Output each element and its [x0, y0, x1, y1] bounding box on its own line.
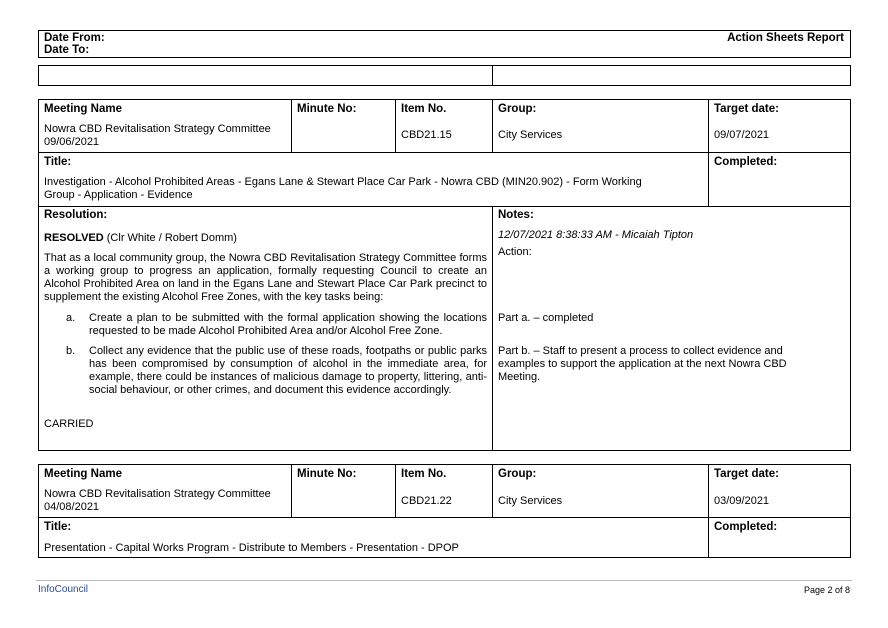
footer-divider — [36, 580, 852, 581]
item-b-text: Collect any evidence that the public use of these roads, footpaths or public parks has been compromised by consumption of alcohol in the immediate area, for example, there could be instances of malicious damage to property, littering, anti-social behaviour, or other crimes, and document this evidence accordingly. — [89, 345, 487, 396]
date-to-label: Date To: — [44, 44, 90, 56]
record-2-divider-1 — [38, 517, 851, 518]
meeting-name-value-2: Nowra CBD Revitalisation Strategy Committee — [44, 488, 271, 500]
notes-part-b: Part b. – Staff to present a process to collect evidence and examples to support the application at the next Nowra CBD Meeting. — [498, 345, 787, 383]
meeting-date-value-2: 04/08/2021 — [44, 501, 100, 513]
record-2-col-sep-3 — [492, 464, 493, 517]
completed-header: Completed: — [714, 156, 778, 168]
resolution-intro: That as a local community group, the Nowra CBD Revitalisation Strategy Committee forms a working group to progress an application, formally requesting Council to create an Alcohol Prohibited Area on land in the Egans Lane and Stewart Place Car Park precinct to supplement the existing Alcohol Free Zones, with the key tasks being: — [44, 252, 487, 303]
record-2-title-sep — [708, 517, 709, 558]
footer-page-number: Page 2 of 8 — [803, 585, 850, 595]
notes-header: Notes: — [498, 209, 534, 221]
resolution-header: Resolution: — [44, 209, 108, 221]
title-value-2: Presentation - Capital Works Program - Distribute to Members - Presentation - DPOP — [44, 542, 459, 554]
record-2-col-sep-1 — [291, 464, 292, 517]
report-title: Action Sheets Report — [727, 32, 844, 44]
meeting-date-value: 09/06/2021 — [44, 136, 100, 148]
item-b-letter: b. — [66, 345, 76, 357]
meeting-name-header-2: Meeting Name — [44, 468, 122, 480]
record-1-divider-1 — [38, 152, 851, 153]
filter-box — [38, 65, 851, 86]
notes-timestamp: 12/07/2021 8:38:33 AM - Micaiah Tipton — [498, 229, 694, 241]
record-1-title-sep — [708, 152, 709, 206]
resolved-line — [44, 232, 237, 245]
record-1-col-sep-4 — [708, 99, 709, 152]
minute-no-header: Minute No: — [297, 103, 357, 115]
minute-no-header-2: Minute No: — [297, 468, 357, 480]
record-1-col-sep-1 — [291, 99, 292, 152]
date-from-label: Date From: — [44, 32, 105, 44]
record-2-col-sep-4 — [708, 464, 709, 517]
title-line-1: Investigation - Alcohol Prohibited Areas - Egans Lane & Stewart Place Car Park - Nowra CBD (MIN20.902) - Form Working — [44, 176, 642, 188]
report-header-box — [38, 30, 851, 58]
resolution-outcome: CARRIED — [44, 418, 94, 430]
title-line-2: Group - Application - Evidence — [44, 189, 193, 201]
resolved-label: RESOLVED — [44, 232, 104, 244]
meeting-name-value: Nowra CBD Revitalisation Strategy Committee — [44, 123, 271, 135]
completed-header-2: Completed: — [714, 521, 778, 533]
footer-brand: InfoCouncil — [38, 584, 89, 595]
target-date-value-2: 03/09/2021 — [714, 495, 770, 507]
group-value-2: City Services — [498, 495, 563, 507]
filter-divider — [492, 65, 493, 86]
group-value: City Services — [498, 129, 563, 141]
target-date-value: 09/07/2021 — [714, 129, 770, 141]
target-date-header: Target date: — [714, 103, 779, 115]
item-a-letter: a. — [66, 312, 76, 324]
group-header: Group: — [498, 103, 537, 115]
record-1-divider-2 — [38, 206, 851, 207]
item-no-header-2: Item No. — [401, 468, 447, 480]
title-header: Title: — [44, 156, 72, 168]
item-no-value: CBD21.15 — [401, 129, 452, 141]
record-1-col-sep-3 — [492, 99, 493, 152]
record-1-notes-sep — [492, 206, 493, 451]
item-no-header: Item No. — [401, 103, 447, 115]
record-2-col-sep-2 — [395, 464, 396, 517]
meeting-name-header: Meeting Name — [44, 103, 122, 115]
notes-part-a: Part a. – completed — [498, 312, 594, 324]
item-no-value-2: CBD21.22 — [401, 495, 452, 507]
resolution-movers: (Clr White / Robert Domm) — [106, 232, 237, 244]
notes-action-label: Action: — [498, 246, 532, 258]
item-a-text: Create a plan to be submitted with the formal application showing the locations requested to be made Alcohol Prohibited Area and/or Alcohol Free Zone. — [89, 312, 487, 337]
record-1-col-sep-2 — [395, 99, 396, 152]
target-date-header-2: Target date: — [714, 468, 779, 480]
title-header-2: Title: — [44, 521, 72, 533]
group-header-2: Group: — [498, 468, 537, 480]
